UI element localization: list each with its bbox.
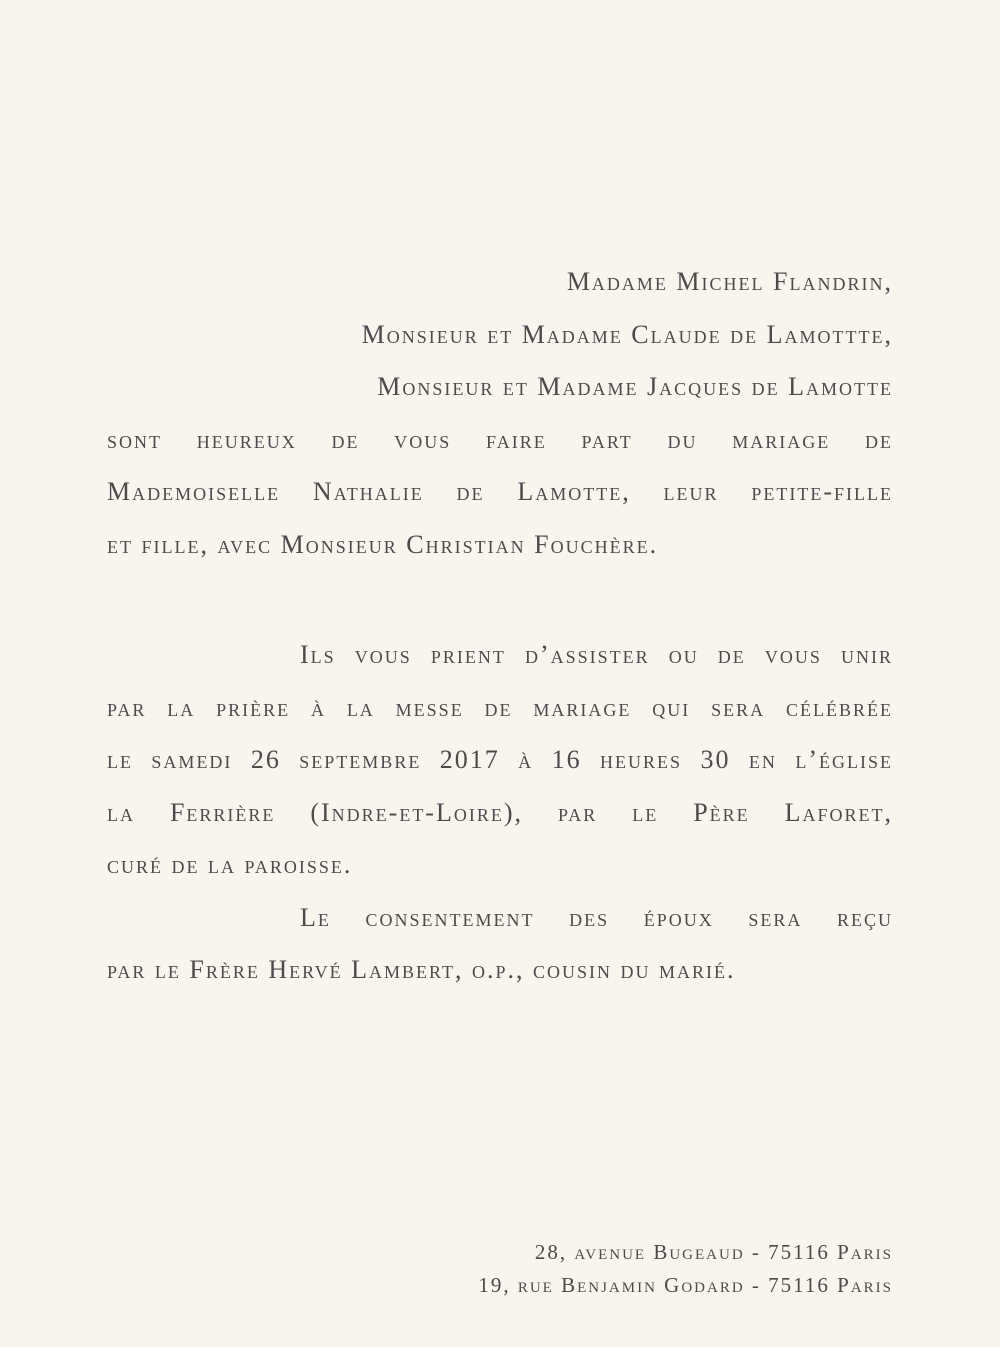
parish-line: curé de la paroisse. <box>107 850 353 879</box>
mass-line: par la prière à la messe de mariage qui sera célébrée <box>107 692 893 722</box>
family-line-claude-de-lamotte: Monsieur et Madame Claude de Lamottte, <box>361 319 893 349</box>
family-line-jacques-de-lamotte: Monsieur et Madame Jacques de Lamotte <box>377 372 893 401</box>
family-line-flandrin: Madame Michel Flandrin, <box>566 267 893 296</box>
address-benjamin-godard: 19, rue Benjamin Godard - 75116 Paris <box>478 1273 893 1297</box>
consent-line: Le consentement des époux sera reçu <box>300 902 893 932</box>
announcement-line: sont heureux de vous faire part du mariage de <box>107 424 893 454</box>
officiant-line: par le Frère Hervé Lambert, o.p., cousin du marié. <box>107 955 736 984</box>
address-bugeaud: 28, avenue Bugeaud - 75116 Paris <box>534 1240 893 1264</box>
groom-line: et fille, avec Monsieur Christian Fouchère. <box>107 529 659 559</box>
invitation-line: Ils vous prient d’assister ou de vous unir <box>300 640 893 669</box>
families-section <box>107 256 893 571</box>
location-line: la Ferrière (Indre-et-Loire), par le Père Laforet, <box>107 797 893 827</box>
bride-line: Mademoiselle Nathalie de Lamotte, leur petite-fille <box>107 477 893 506</box>
addresses-section <box>300 1236 893 1302</box>
ceremony-section <box>107 629 893 997</box>
date-line: le samedi 26 septembre 2017 à 16 heures 30 en l’église <box>107 745 893 774</box>
